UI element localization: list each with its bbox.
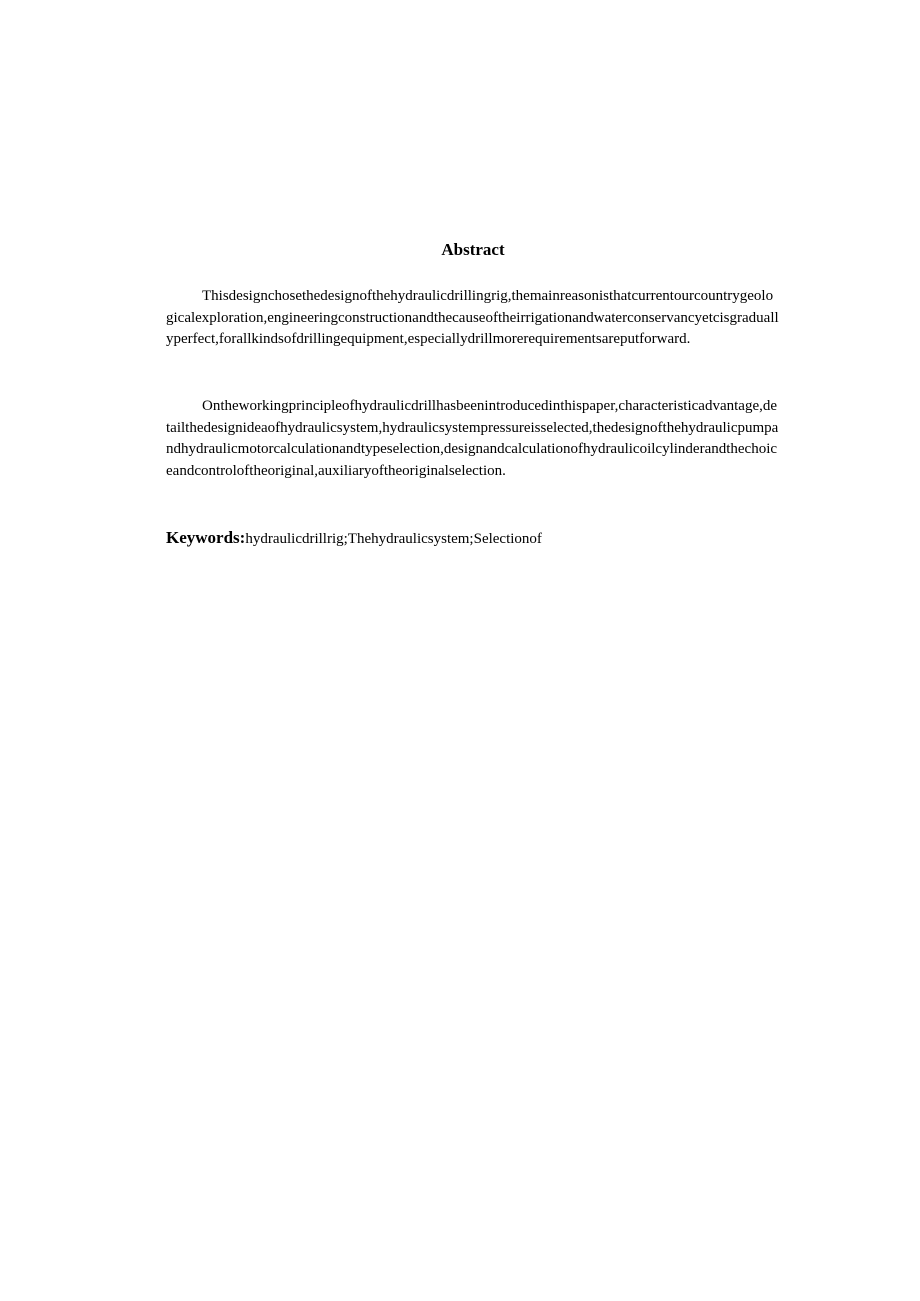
paragraph-text: Ontheworkingprincipleofhydraulicdrillhasbeenintroducedinthispaper,characteristicadvantage,detailthedesignideaofhydraulicsystem,hydraulicsystempressureisselected,thedesignofthehydraulicpumpandhydraulicmotorcalculationandtypeselection,designandcalculationofhydraulicoilcylinderandthechoiceandcontroloftheoriginal,auxiliaryoftheoriginalselection. — [166, 398, 779, 479]
abstract-title: Abstract — [441, 240, 505, 259]
keywords-line — [166, 527, 780, 550]
abstract-paragraph-1 — [166, 286, 780, 351]
keywords-label: Keywords: — [166, 528, 246, 547]
paragraph-text: Thisdesignchosethedesignofthehydraulicdrillingrig,themainreasonisthatcurrentourcountrygeologicalexploration,engineeringconstructionandthecauseoftheirrigationandwaterconservancyetcisgraduallyperfect,forallkindsofdrillingequipment,especiallydrillmorerequirementsareputforward. — [166, 288, 779, 347]
keywords-text: hydraulicdrillrig;Thehydraulicsystem;Selectionof — [245, 531, 542, 547]
abstract-paragraph-2 — [166, 396, 780, 482]
